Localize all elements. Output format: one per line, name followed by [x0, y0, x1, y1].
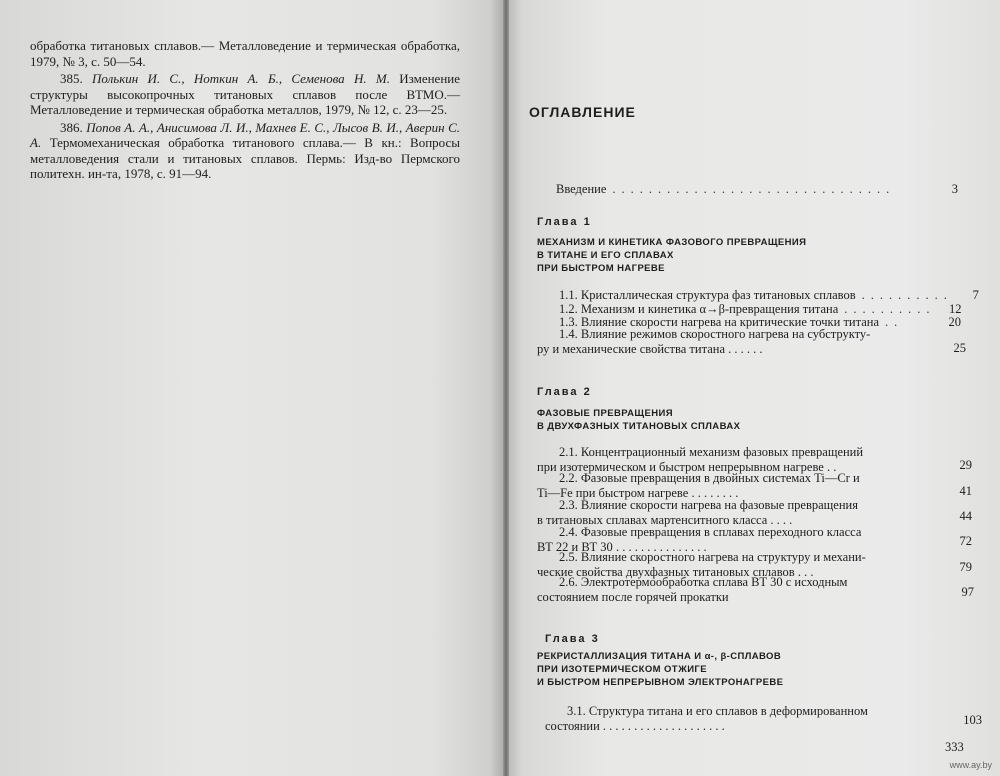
toc-section-2-6: 2.6. Электротермообработка сплава ВТ 30 с исходным состоянием после горячей прокатки	[537, 575, 848, 604]
page-number: 333	[945, 740, 964, 754]
toc-title: ОГЛАВЛЕНИЕ	[529, 104, 636, 120]
bibliography	[30, 38, 460, 184]
toc-page-2-2: 41	[959, 484, 972, 498]
toc-section-2-3: 2.3. Влияние скорости нагрева на фазовые превращения в титановых сплавах мартенситного класса . . . .	[537, 498, 858, 527]
watermark: www.ay.by	[949, 760, 992, 770]
toc-section-2-1: 2.1. Концентрационный механизм фазовых превращений при изотермическом и быстром непрерывном нагреве . .	[537, 445, 864, 474]
book-gutter	[503, 0, 509, 776]
toc-section-2-2: 2.2. Фазовые превращения в двойных системах Ti—Cr и Ti—Fe при быстром нагреве . . . . . . . .	[537, 471, 860, 500]
chapter-2-label: Глава 2	[537, 386, 592, 398]
toc-section-1-2: 1.2. Механизм и кинетика α→β-превращения титана .......... 12	[559, 302, 962, 316]
chapter-3-label: Глава 3	[545, 633, 600, 645]
toc-intro: Введение ............................... 3	[556, 182, 958, 196]
toc-section-2-4: 2.4. Фазовые превращения в сплавах переходного класса ВТ 22 и ВТ 30 . . . . . . . . . . . . . . .	[537, 525, 862, 554]
chapter-1-label: Глава 1	[537, 216, 592, 228]
ref-385: 385. Полькин И. С., Ноткин А. Б., Семенова Н. М. Изменение структуры высокопрочных титановых сплавов после ВТМО.— Металловедение и термическая обработка металлов, 1979, № 12, с. 23—25.	[30, 71, 461, 117]
chapter-1-title: МЕХАНИЗМ И КИНЕТИКА ФАЗОВОГО ПРЕВРАЩЕНИЯ В ТИТАНЕ И ЕГО СПЛАВАХ ПРИ БЫСТРОМ НАГРЕВЕ	[537, 237, 807, 274]
toc-page-3-1: 103	[963, 713, 982, 727]
chapter-2-title: ФАЗОВЫЕ ПРЕВРАЩЕНИЯ В ДВУХФАЗНЫХ ТИТАНОВЫХ СПЛАВАХ	[537, 408, 741, 432]
toc-section-3-1: 3.1. Структура титана и его сплавов в деформированном состоянии . . . . . . . . . . . . . . . . . . . .	[545, 704, 868, 733]
chapter-3-title: РЕКРИСТАЛЛИЗАЦИЯ ТИТАНА И α-, β-СПЛАВОВ ПРИ ИЗОТЕРМИЧЕСКОМ ОТЖИГЕ И БЫСТРОМ НЕПРЕРЫВНОМ ЭЛЕКТРОНАГРЕВЕ	[537, 651, 784, 688]
toc-section-1-4: 1.4. Влияние режимов скоростного нагрева на субструкту- ру и механические свойства титана . . . . . .	[537, 327, 871, 356]
ref-386: 386. Попов А. А., Анисимова Л. И., Махнев Е. С., Лысов В. И., Аверин С. А. Термомеханическая обработка титанового сплава.— В кн.: Вопросы металловедения стали и титановых сплавов. Пермь: Изд-во Пермского политехн. ин-та, 1978, с. 91—94.	[30, 119, 461, 181]
toc-section-1-3: 1.3. Влияние скорости нагрева на критические точки титана .. 20	[559, 315, 961, 329]
toc-page-2-1: 29	[959, 458, 972, 472]
toc-page-2-3: 44	[959, 509, 972, 523]
toc-section-1-1: 1.1. Кристаллическая структура фаз титановых сплавов .......... 7	[559, 288, 979, 302]
toc-section-2-5: 2.5. Влияние скоростного нагрева на структуру и механи- ческие свойства двухфазных титановых сплавов . . .	[537, 550, 866, 579]
toc-page-2-4: 72	[959, 534, 972, 548]
toc-page-2-6: 97	[961, 585, 974, 599]
ref-385-authors: Полькин И. С., Ноткин А. Б., Семенова Н. М.	[92, 71, 390, 86]
toc-page-2-5: 79	[959, 560, 972, 574]
toc-page-1-4: 25	[953, 341, 966, 355]
ref-386-authors: Попов А. А., Анисимова Л. И., Махнев Е. С., Лысов В. И., Аверин С. А.	[30, 119, 460, 150]
ref-continuation: обработка титановых сплавов.— Металловедение и термическая обработка, 1979, № 3, с. 50—54.	[30, 38, 460, 69]
leader-dots: ...............................	[612, 182, 896, 196]
